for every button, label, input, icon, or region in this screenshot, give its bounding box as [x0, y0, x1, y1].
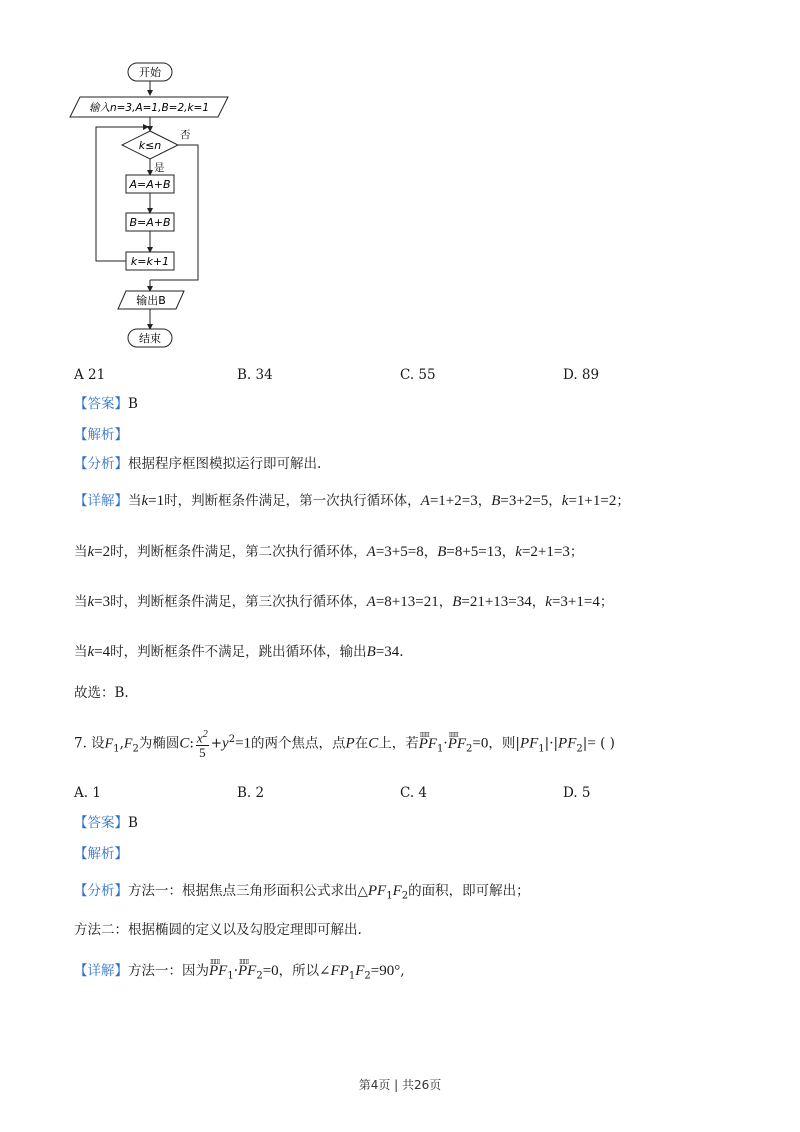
- q6-line2-prefix: 当: [74, 544, 88, 560]
- q6-detail-line-2: 当k=2时，判断框条件满足，第二次执行循环体，A=3+5=8，B=8+5=13，k=2+1=3；: [74, 544, 584, 560]
- q7-fenxi-tag: 【分析】: [74, 883, 128, 899]
- q6-line1-text: 时，判断框条件满足，第一次执行循环体，: [164, 493, 421, 509]
- q7-detail-1b: ，所以: [278, 963, 320, 979]
- q6-option-a: A 21: [74, 367, 106, 383]
- flow-end-label: 结束: [139, 332, 161, 345]
- q7-fenxi-2: 方法二：根据椭圆的定义以及勾股定理即可解出.: [74, 922, 362, 938]
- q7-stem: 7. 设$F_1,F_2$为椭圆C: $\frac{x^2}{5}$ $+y^2=1$的两个焦点，点P在C上，若ⅠⅡⅢ $PF_1\cdot ⅠⅡⅢ$ $PF_2=0$，则$|PF_1|\cdot|PF_2|=$ ( ): [74, 728, 615, 760]
- q6-fenxi: [74, 455, 321, 473]
- flow-yes-label: 是: [154, 162, 165, 174]
- q7-option-a: A. 1: [74, 785, 101, 801]
- q6-line1-prefix: 当: [128, 493, 142, 509]
- q6-conclusion: 故选：B.: [74, 685, 129, 701]
- flow-step-b-label: B=A+B: [129, 216, 171, 229]
- flow-condition-label: k≤n: [138, 139, 162, 152]
- q7-answer-tag: 【答案】: [74, 815, 128, 831]
- q7-number: 7. 设: [74, 735, 105, 752]
- q6-xiangjie-tag: 【详解】: [74, 493, 128, 509]
- page-footer: 第4页 | 共26页: [358, 1078, 442, 1092]
- flow-input-label: 输入n=3,A=1,B=2,k=1: [88, 102, 210, 114]
- q6-analysis-tag: 【解析】: [74, 427, 128, 443]
- q7-option-d: D. 5: [563, 785, 591, 801]
- q7-text-1: 为椭圆: [138, 735, 180, 752]
- flow-output-label: 输出B: [136, 294, 166, 307]
- q7-blank: ( ): [600, 735, 615, 752]
- q6-option-d: D. 89: [563, 367, 600, 383]
- q7-detail-1: 【详解】方法一：因为ⅠⅡⅢ $PF_1\cdot ⅠⅡⅢ$ $PF_2=0$，所以$\angle FP_1F_2=90^\circ$,: [74, 962, 405, 986]
- q6-fenxi-tag: 【分析】: [74, 456, 128, 472]
- q7-option-c: C. 4: [400, 785, 428, 801]
- q7-text-5: ，则: [488, 735, 516, 752]
- q6-line3-text: 时，判断框条件满足，第三次执行循环体，: [110, 594, 367, 610]
- flow-no-label: 否: [180, 129, 191, 141]
- q7-analysis-tag: 【解析】: [74, 846, 128, 862]
- q7-answer: [74, 814, 138, 832]
- q7-answer-value: B: [128, 815, 138, 831]
- q7-fenxi-1a: 方法一：根据焦点三角形面积公式求出: [128, 883, 358, 899]
- q6-fenxi-text: 根据程序框图模拟运行即可解出.: [128, 456, 322, 472]
- q6-detail-line-4: 当k=4时，判断框条件不满足，跳出循环体，输出B=34.: [74, 644, 404, 660]
- q6-option-b: B. 34: [237, 367, 273, 383]
- flowchart: [60, 55, 250, 355]
- q7-text-3: 在: [354, 735, 369, 752]
- flow-start-label: 开始: [139, 66, 161, 79]
- q6-answer: [74, 395, 138, 413]
- q7-text-4: 上，若: [378, 735, 419, 752]
- flow-step-a-label: A=A+B: [129, 178, 171, 191]
- flow-step-k-label: k=k+1: [130, 255, 170, 268]
- q6-answer-value: B: [128, 396, 138, 412]
- q6-line4-text: 时，判断框条件不满足，跳出循环体，输出: [110, 644, 367, 660]
- q7-fenxi-1: 【分析】方法一：根据焦点三角形面积公式求出$\triangle PF_1F_2$的面积，即可解出；: [74, 883, 530, 902]
- q7-option-b: B. 2: [237, 785, 265, 801]
- q7-xiangjie-tag: 【详解】: [74, 963, 128, 979]
- q7-text-2: 的两个焦点，点: [251, 735, 346, 752]
- q7-fenxi-1b: 的面积，即可解出；: [408, 883, 530, 899]
- q6-detail-line-1: 【详解】当k=1时，判断框条件满足，第一次执行循环体，A=1+2=3，B=3+2=5，k=1+1=2；: [74, 493, 630, 509]
- q6-answer-tag: 【答案】: [74, 396, 128, 412]
- q6-line4-prefix: 当: [74, 644, 88, 660]
- q6-line2-text: 时，判断框条件满足，第二次执行循环体，: [110, 544, 367, 560]
- q6-option-c: C. 55: [400, 367, 436, 383]
- q7-detail-1a: 方法一：因为: [128, 963, 209, 979]
- q6-line3-prefix: 当: [74, 594, 88, 610]
- q6-detail-line-3: 当k=3时，判断框条件满足，第三次执行循环体，A=8+13=21，B=21+13=34，k=3+1=4；: [74, 594, 614, 610]
